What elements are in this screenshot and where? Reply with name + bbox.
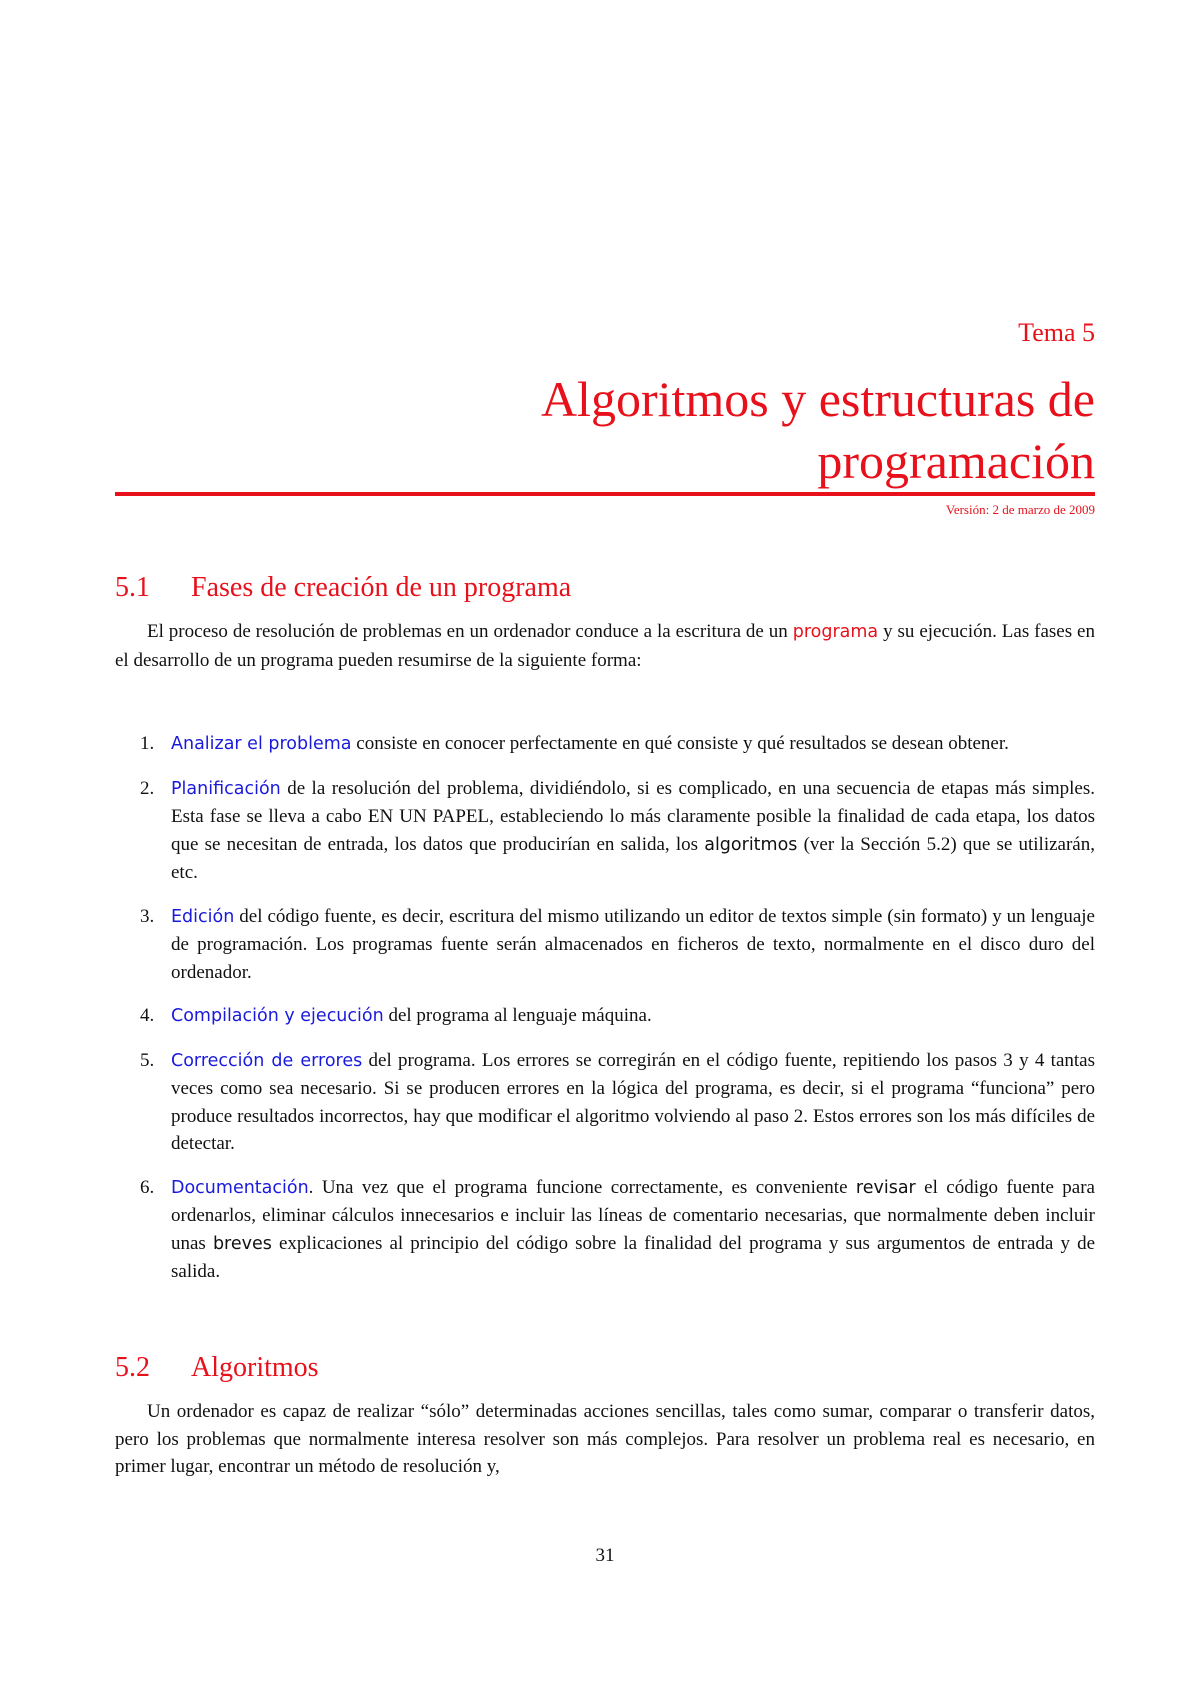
section-number: 5.2 [115, 1352, 150, 1383]
section-title: Algoritmos [191, 1352, 319, 1383]
keyword-link[interactable]: Corrección de errores [171, 1050, 363, 1071]
chapter-label: Tema 5 [1018, 318, 1095, 347]
section2-para: Un ordenador es capaz de realizar “sólo” determinadas acciones sencillas, tales como sumar, comparar o transferir datos, pero los problemas que normalmente interesa resolver son más complejos. Para resolver un problema real es necesario, en primer lugar, encontrar un método de resolución y, [115, 1401, 1095, 1477]
chapter-title [115, 368, 1095, 492]
list-item: 3. Edición del código fuente, es decir, escritura del mismo utilizando un editor de textos simple (sin formato) y un lenguaje de programación. Los programas fuente serán almacenados en ficheros de texto, normalmente en el disco duro del ordenador. [140, 905, 1095, 983]
list-item: 5. Corrección de errores del programa. Los errores se corregirán en el código fuente, repitiendo los pasos 3 y 4 tantas veces como sea necesario. Si se producen errores en la lógica del programa, es decir, si el programa “funciona” pero produce resultados incorrectos, hay que modificar el algoritmo volviendo al paso 2. Estos errores son los más difíciles de detectar. [140, 1049, 1095, 1154]
section-title: Fases de creación de un programa [191, 572, 572, 603]
phases-list [115, 730, 1095, 1302]
title-rule [115, 492, 1095, 496]
section1-intro: El proceso de resolución de problemas en un ordenador conduce a la escritura de un programa y su ejecución. Las fases en el desarrollo de un programa pueden resumirse de la siguiente forma: [115, 621, 1095, 671]
chapter-title-line2: programación [817, 433, 1095, 489]
keyword-bold: revisar [855, 1177, 916, 1198]
keyword-link[interactable]: Documentación [171, 1177, 309, 1198]
section-number: 5.1 [115, 572, 150, 603]
list-item: 2. Planificación de la resolución del problema, dividiéndolo, si es complicado, en una secuencia de etapas más simples. Esta fase se lleva a cabo EN UN PAPEL, estableciendo lo más claramente posible la finalidad de cada etapa, los datos que se necesitan de entrada, los datos que producirían en salida, los algoritmos (ver la Sección 5.2) que se utilizarán, etc. [140, 777, 1095, 883]
version-date: Versión: 2 de marzo de 2009 [945, 502, 1095, 517]
page-number: 31 [595, 1545, 615, 1566]
list-item: 6. Documentación. Una vez que el programa funcione correctamente, es conveniente revisar el código fuente para ordenarlos, eliminar cálculos innecesarios e incluir las líneas de comentario necesarias, que normalmente deben incluir unas breves explicaciones al principio del código sobre la finalidad del programa y sus argumentos de entrada y de salida. [140, 1176, 1095, 1282]
keyword-programa: programa [792, 622, 879, 642]
document-page [115, 0, 1095, 1698]
keyword-link[interactable]: Compilación y ejecución [171, 1006, 384, 1026]
keyword-bold: breves [212, 1233, 272, 1254]
section-heading-5-2 [115, 1352, 319, 1384]
list-item: 4. Compilación y ejecución del programa al lenguaje máquina. [140, 1005, 652, 1026]
list-item: 1. Analizar el problema consiste en conocer perfectamente en qué consiste y qué resultados se desean obtener. [140, 733, 1009, 754]
keyword-link[interactable]: Planificación [171, 778, 281, 799]
section-heading-5-1 [115, 572, 571, 604]
keyword-bold: algoritmos [704, 834, 798, 855]
keyword-link[interactable]: Edición [171, 906, 235, 927]
chapter-title-line1: Algoritmos y estructuras de [540, 371, 1095, 427]
keyword-link[interactable]: Analizar el problema [171, 734, 352, 754]
